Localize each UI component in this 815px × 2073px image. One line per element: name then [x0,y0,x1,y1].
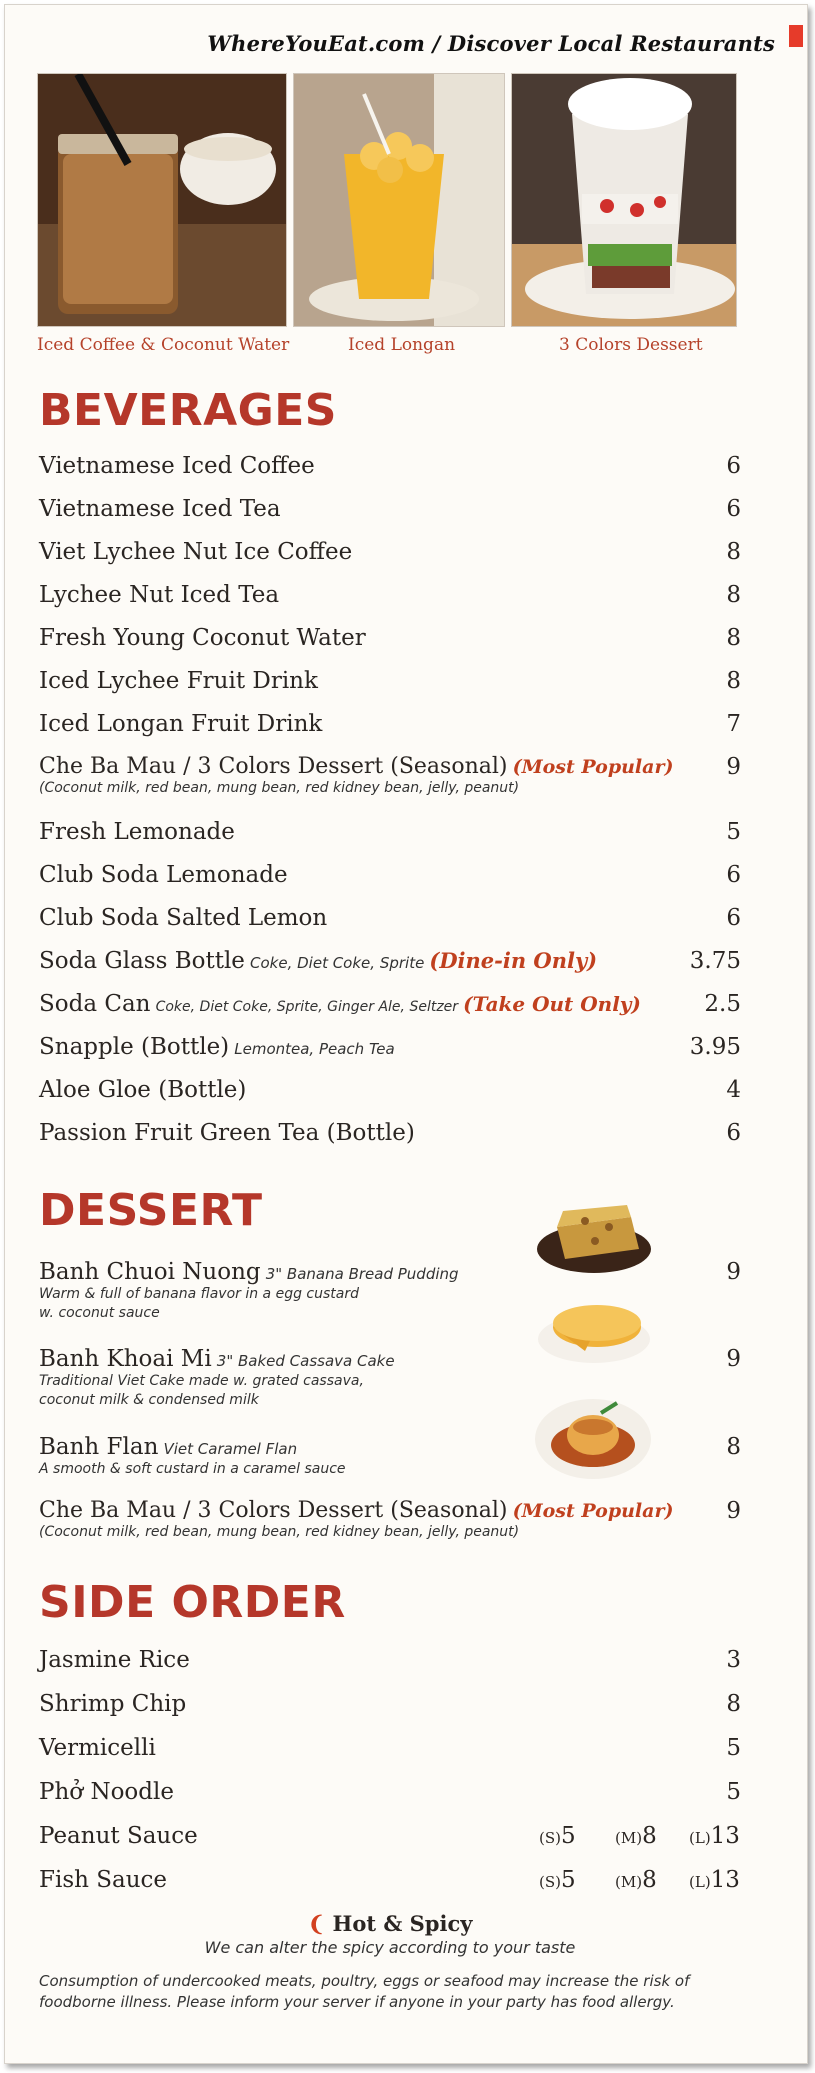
item-name: Vietnamese Iced Tea [39,496,281,522]
menu-item [39,862,741,888]
item-name: Fresh Lemonade [39,819,235,845]
item-price: 8 [726,539,741,565]
item-name: Che Ba Mau / 3 Colors Dessert (Seasonal) [39,754,508,779]
item-price: 9 [726,1259,741,1285]
item-price: 8 [726,1434,741,1460]
item-price: 2.5 [704,991,741,1017]
menu-item [39,625,741,651]
menu-item [39,711,741,737]
hot-spicy-label: Hot & Spicy [332,1911,473,1936]
item-name: Fish Sauce [39,1867,168,1893]
menu-item [39,453,741,479]
item-name: Passion Fruit Green Tea (Bottle) [39,1120,415,1146]
item-note: A smooth & soft custard in a caramel sauce [39,1461,346,1477]
menu-item [39,948,741,974]
item-name: Iced Lychee Fruit Drink [39,668,318,694]
pepper-icon: ❨ [307,1911,326,1936]
hot-spicy-note: We can alter the spicy according to your taste [204,1938,576,1957]
menu-item-sized [39,1823,741,1849]
item-price: 9 [726,1346,741,1372]
size-medium: (M)8 [615,1867,657,1893]
item-name: Phở Noodle [39,1779,174,1805]
section-title-side-order: SIDE ORDER [39,1577,346,1628]
menu-item [39,1346,741,1410]
section-title-dessert: DESSERT [39,1185,263,1236]
item-sub: 3" Banana Bread Pudding [265,1265,459,1283]
item-name: Club Soda Salted Lemon [39,905,328,931]
menu-item [39,1259,741,1323]
size-small: (S)5 [539,1823,576,1849]
photo-caption: Iced Coffee & Coconut Water [37,335,290,355]
item-price: 6 [726,453,741,479]
section-title-beverages: BEVERAGES [39,385,337,436]
item-sub: Coke, Diet Coke, Sprite [250,954,425,972]
item-price: 8 [726,625,741,651]
menu-item-sized [39,1867,741,1893]
photo-3-colors-dessert [511,73,737,327]
menu-item [39,539,741,565]
item-note: coconut milk & condensed milk [39,1392,259,1408]
item-price: 4 [726,1077,741,1103]
item-name: Banh Khoai Mi [39,1346,212,1372]
menu-item [39,1498,741,1542]
item-name: Vermicelli [39,1735,156,1761]
menu-item [39,1120,741,1146]
photo-iced-coffee [37,73,287,327]
item-name: Club Soda Lemonade [39,862,288,888]
allergy-disclaimer: Consumption of undercooked meats, poultry, eggs or seafood may increase the risk of foodborne illness. Please inform your server if anyone in your party has food allergy. [39,1972,690,2011]
menu-item [39,1735,741,1761]
hot-spicy-legend [39,1911,741,1936]
item-name: Iced Longan Fruit Drink [39,711,323,737]
menu-item [39,754,741,798]
item-name: Che Ba Mau / 3 Colors Dessert (Seasonal) [39,1498,508,1523]
most-popular-tag: (Most Popular) [512,1500,674,1522]
menu-item [39,1434,741,1479]
menu-item [39,668,741,694]
item-price: 9 [726,1498,741,1524]
menu-item [39,905,741,931]
item-price: 7 [726,711,741,737]
item-name: Shrimp Chip [39,1691,187,1717]
size-large: (L)13 [689,1823,740,1849]
photo-caption: Iced Longan [348,335,456,355]
item-sub: Lemontea, Peach Tea [234,1040,395,1058]
item-name: Viet Lychee Nut Ice Coffee [39,539,353,565]
item-note: Traditional Viet Cake made w. grated cassava, [39,1373,364,1389]
take-out-tag: (Take Out Only) [463,992,641,1016]
item-name: Fresh Young Coconut Water [39,625,366,651]
item-name: Banh Chuoi Nuong [39,1259,261,1285]
most-popular-tag: (Most Popular) [512,756,674,778]
item-price: 3 [726,1647,741,1673]
menu-item [39,1034,741,1060]
item-note: w. coconut sauce [39,1305,160,1321]
item-price: 5 [726,1735,741,1761]
item-price: 6 [726,496,741,522]
item-price: 6 [726,905,741,931]
menu-footer [39,1911,741,2013]
item-name: Jasmine Rice [39,1647,190,1673]
item-name: Aloe Gloe (Bottle) [39,1077,247,1103]
menu-item [39,1077,741,1103]
item-note: (Coconut milk, red bean, mung bean, red kidney bean, jelly, peanut) [39,780,520,796]
item-name: Lychee Nut Iced Tea [39,582,280,608]
menu-item [39,1691,741,1717]
item-sub: Viet Caramel Flan [163,1440,298,1458]
site-watermark: WhereYouEat.com / Discover Local Restaurants [207,31,775,56]
dine-in-tag: (Dine-in Only) [429,948,598,973]
item-price: 8 [726,668,741,694]
menu-item [39,1647,741,1673]
item-price: 8 [726,582,741,608]
item-name: Peanut Sauce [39,1823,198,1849]
corner-tab [789,25,803,47]
item-name: Vietnamese Iced Coffee [39,453,315,479]
menu-page [4,4,808,2064]
menu-item [39,1779,741,1805]
item-note: Warm & full of banana flavor in a egg custard [39,1286,359,1302]
item-name: Soda Glass Bottle [39,948,245,974]
item-price: 8 [726,1691,741,1717]
menu-item [39,496,741,522]
item-price: 9 [726,754,741,780]
item-name: Soda Can [39,991,151,1017]
photo-iced-longan [293,73,505,327]
menu-item [39,819,741,845]
size-small: (S)5 [539,1867,576,1893]
size-medium: (M)8 [615,1823,657,1849]
item-price: 5 [726,819,741,845]
menu-item [39,582,741,608]
item-price: 6 [726,862,741,888]
item-sub: Coke, Diet Coke, Sprite, Ginger Ale, Seltzer [155,999,459,1015]
item-price: 5 [726,1779,741,1805]
item-price: 6 [726,1120,741,1146]
item-note: (Coconut milk, red bean, mung bean, red kidney bean, jelly, peanut) [39,1524,520,1540]
item-price: 3.75 [689,948,741,974]
photo-caption: 3 Colors Dessert [559,335,703,355]
item-name: Snapple (Bottle) [39,1034,230,1060]
size-large: (L)13 [689,1867,740,1893]
item-sub: 3" Baked Cassava Cake [216,1352,395,1370]
item-name: Banh Flan [39,1434,159,1460]
menu-item [39,991,741,1017]
item-price: 3.95 [689,1034,741,1060]
